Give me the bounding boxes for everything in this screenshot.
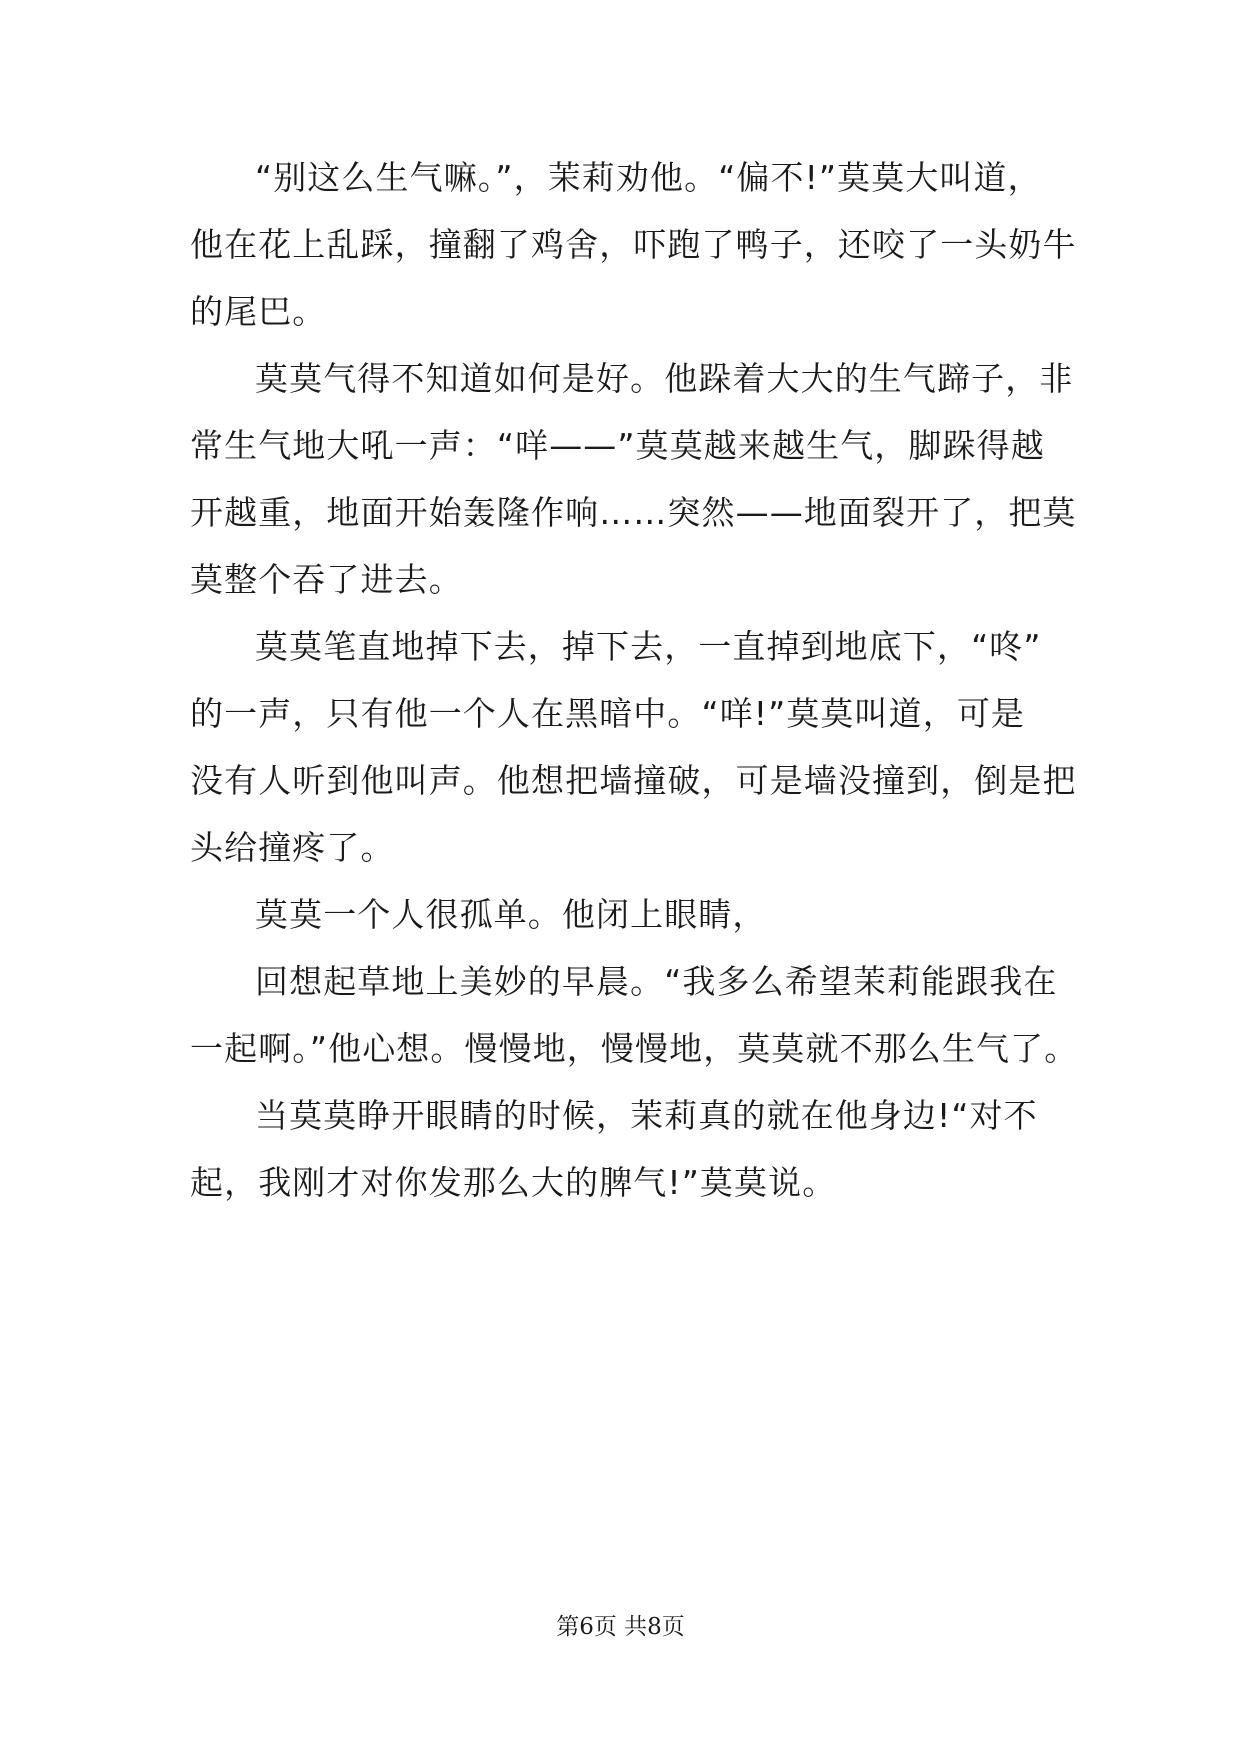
- text-line: 没有人听到他叫声。他想把墙撞破，可是墙没撞到，倒是把: [190, 761, 1077, 800]
- page-number-footer: 第6页 共8页: [556, 1614, 685, 1640]
- text-line: “别这么生气嘛。”，茉莉劝他。“偏不!”莫莫大叫道，: [255, 158, 1042, 197]
- text-line: 开越重，地面开始轰隆作响……突然——地面裂开了，把莫: [190, 493, 1077, 532]
- text-line: 他在花上乱踩，撞翻了鸡舍，吓跑了鸭子，还咬了一头奶牛: [190, 225, 1077, 264]
- text-line: 起，我刚才对你发那么大的脾气!”莫莫说。: [190, 1163, 837, 1202]
- text-line: 的一声，只有他一个人在黑暗中。“咩!”莫莫叫道，可是: [190, 694, 1026, 733]
- text-line: 莫莫气得不知道如何是好。他跺着大大的生气蹄子，非: [255, 359, 1074, 398]
- text-line: 回想起草地上美妙的早晨。“我多么希望茉莉能跟我在: [255, 962, 1058, 1001]
- text-line: 莫整个吞了进去。: [190, 560, 463, 599]
- text-line: 莫莫一个人很孤单。他闭上眼睛，: [255, 895, 767, 934]
- text-line: 常生气地大吼一声：“咩——”莫莫越来越生气，脚跺得越: [190, 426, 1045, 465]
- text-line: 当莫莫睁开眼睛的时候，茉莉真的就在他身边!“对不: [255, 1096, 1038, 1135]
- text-line: 莫莫笔直地掉下去，掉下去，一直掉到地底下，“咚”: [255, 627, 1042, 666]
- text-line: 头给撞疼了。: [190, 828, 395, 867]
- text-line: 一起啊。”他心想。慢慢地，慢慢地，莫莫就不那么生气了。: [190, 1029, 1079, 1068]
- text-line: 的尾巴。: [190, 292, 327, 331]
